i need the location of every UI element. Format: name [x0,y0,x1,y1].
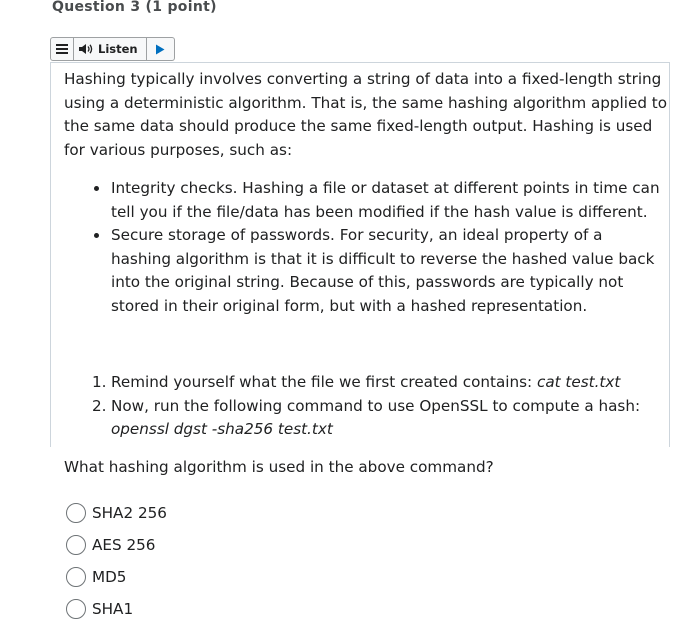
play-triangle-icon [155,44,165,55]
menu-button[interactable] [50,37,74,61]
option-label: MD5 [92,568,127,586]
radio-button[interactable] [66,567,86,587]
option-label: SHA2 256 [92,504,167,522]
radio-button[interactable] [66,599,86,619]
step-item: 1. Remind yourself what the file we first created contains: cat test.txt [92,373,621,391]
answer-option[interactable] [66,497,167,529]
listen-label: Listen [98,42,138,56]
step-item: 2. Now, run the following command to use OpenSSL to compute a hash: openssl dgst -sha256 test.txt [92,396,641,438]
answer-option[interactable] [66,529,167,561]
listen-button[interactable] [74,37,147,61]
option-label: AES 256 [92,536,156,554]
question-prompt: What hashing algorithm is used in the above command? [64,458,494,476]
bullet-icon [94,233,99,238]
option-label: SHA1 [92,600,134,618]
radio-button[interactable] [66,503,86,523]
command-text: cat test.txt [536,373,621,391]
steps-list [92,371,682,442]
bullet-icon [94,186,99,191]
play-button[interactable] [147,37,175,61]
hamburger-menu-icon [56,44,68,54]
radio-button[interactable] [66,535,86,555]
question-heading: Question 3 (1 point) [52,0,217,15]
list-item: Secure storage of passwords. For security, an ideal property of a hashing algorithm is that it is difficult to reverse the hashed value back into the original string. Because of this, passwords are typically not stored in their original form, but with a hashed representation. [92,224,662,318]
speaker-icon [78,43,94,55]
command-text: openssl dgst -sha256 test.txt [111,420,333,438]
answer-option[interactable] [66,561,167,593]
list-item: Integrity checks. Hashing a file or dataset at different points in time can tell you if the file/data has been modified if the hash value is different. [92,177,662,224]
answer-options [66,497,167,625]
answer-option[interactable] [66,593,167,625]
listen-toolbar [50,37,175,61]
purpose-list [92,177,662,318]
intro-paragraph: Hashing typically involves converting a string of data into a fixed-length string using a deterministic algorithm. That is, the same hashing algorithm applied to the same data should produce the same fixed-length output. Hashing is used for various purposes, such as: [64,70,668,159]
